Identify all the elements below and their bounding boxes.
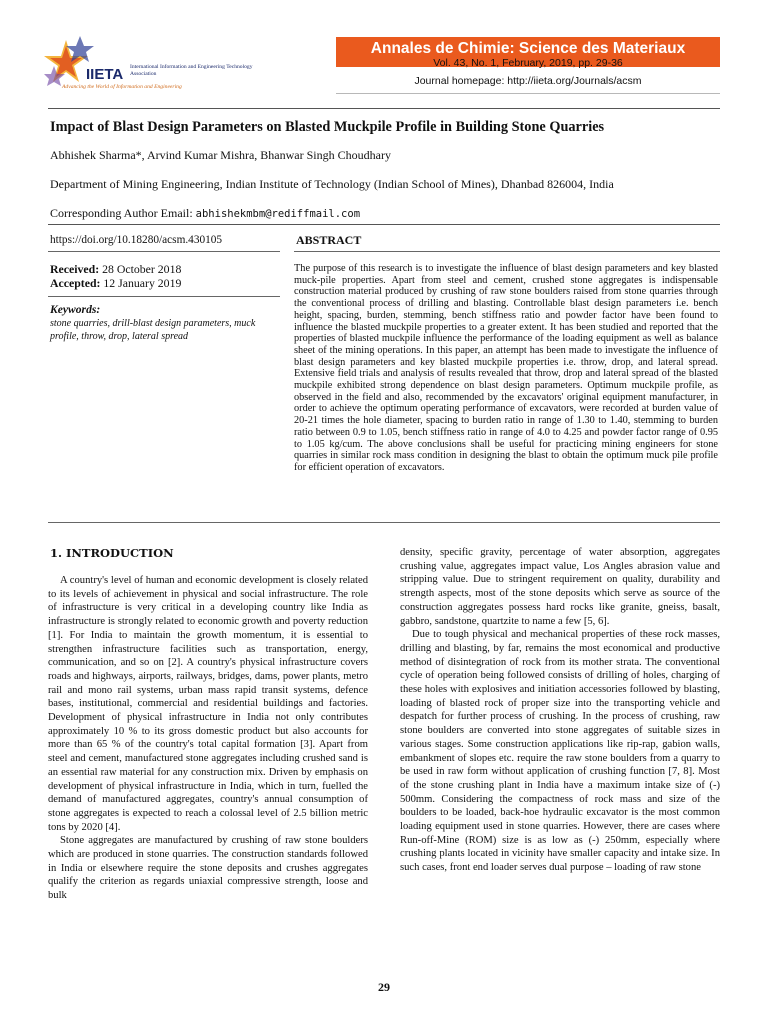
divider [294, 251, 720, 252]
received-value: 28 October 2018 [102, 262, 182, 276]
doi-link[interactable]: https://doi.org/10.18280/acsm.430105 [50, 234, 223, 246]
divider [48, 108, 720, 109]
paragraph: density, specific gravity, percentage of water absorption, aggregates crushing value, aggregates impact value, Los Angles abrasion value and stripping value. Due to stringent requirement on quality, durability and strength aspects, most of the stone deposits which serve as source of the construction aggregates possess hard rocks like granite, gneiss, basalt, gabbro, sandstone, quartzite to name a few [5, 6]. [400, 547, 720, 627]
accepted-date [50, 276, 181, 291]
body-column-left [48, 574, 368, 903]
logo-brand: IIETA [86, 66, 124, 83]
journal-homepage-link[interactable]: Journal homepage: http://iieta.org/Journals/acsm [414, 75, 642, 87]
paragraph: A country's level of human and economic development is closely related to its levels of achievement in physical and social infrastructure. The role of infrastructure is very critical in a developing country like India as infrastructure is strongly related to economic growth and poverty reduction [1]. For India to maintain the growth momentum, it is essential to strengthen infrastructure facilities such as transportation, energy, communication, and so on [2]. A country's physical infrastructure covers roads and highways, airports, railways, bridges, dams, power plants, metro rail and mono rail systems, urban mass rapid transit systems, defence bases, institutional, commercial and residential buildings and factories. Development of physical infrastructure in India not only contributes approximately 10 % to its gross domestic product but also accounts for more than 65 % of the country's total capital formation [3]. Apart from steel and cement, manufactured stone aggregates including crushed sand is an essential raw material for any construction mix. Driven by emphasis on development of physical infrastructure in India, which in turn, fuelled the demand of manufactured aggregates, country's annual consumption of stone aggregates is expected to reach a colossal level of 2.5 billion metric tons by 2020 [4]. [48, 575, 368, 833]
corresponding-email-link[interactable]: abhishekmbm@rediffmail.com [195, 208, 361, 220]
accepted-label: Accepted: [50, 276, 101, 290]
paragraph: Due to tough physical and mechanical properties of these rock masses, drilling and blasting, by far, remains the most economical and productive method of disintegration of rock from its mother strata. The conventional cycle of operation being followed consists of drilling of holes, charging of these holes with explosives and initiation accessories followed by blasting, loading of blasted rock of proper size into the transporting vehicle and despatch for further process of crushing. In the process of crushing, raw stone boulders are converted into stone aggregates of suitable sizes in various stages. Some construction applications like rip-rap, gabion walls, embankment of slopes etc. require the raw stone boulders from a quarry to be used in raw form without application of crushing function [7, 8]. Most of the stone crushing plant in India have a maximum intake size of (-) 500mm. Considering the compactness of rock mass and size of the boulders to be loaded, back-hoe hydraulic excavator is the most common loading equipment used in stone quarries. However, there are cases where Run-off-Mine (ROM) size is as low as (-) 250mm, especially where crushing plants located in vicinity have smaller capacity and intake size. In such cases, front end loader serves dual purpose – loading of raw stone [400, 629, 720, 874]
journal-volume: Vol. 43, No. 1, February, 2019, pp. 29-36 [433, 57, 623, 69]
divider [48, 522, 720, 523]
paper-title: Impact of Blast Design Parameters on Blasted Muckpile Profile in Building Stone Quarries [50, 119, 605, 135]
divider [48, 296, 280, 297]
received-date [50, 262, 181, 277]
corresponding-label: Corresponding Author Email: [50, 206, 193, 220]
abstract-heading: ABSTRACT [296, 233, 362, 247]
received-label: Received: [50, 262, 100, 276]
divider [48, 251, 280, 252]
affiliation: Department of Mining Engineering, Indian Institute of Technology (Indian School of Mines), Dhanbad 826004, India [50, 177, 614, 191]
corresponding-author [50, 206, 360, 221]
abstract-text: The purpose of this research is to investigate the influence of blast design parameters and key blasted muck-pile properties. Apart from steel and cement, crushed stone aggregates is indispensable construction material produced by crushing of raw stone boulders raised from stone quarries through the conventional process of drilling and blasting. Controllable blast design parameters i.e. bench height, spacing, burden, stemming, bench stiffness ratio and powder factor have been found to influence the blasted muckpile properties to a greater extent. It has been studied and reported that the properties of blasted muckpile influence the performance of the loading equipment as well as balance sheet of the mining operations. In this paper, an attempt has been made to investigate the influence of blast design parameters and key blasted muckpile properties i.e. throw, drop, and lateral spread. Extensive field trials and analysis of results revealed that throw, drop and lateral spread of the blasted muckpile exhibited strong dependence on blast design parameters. Optimum muckpile profile, as observed in the field and also, recommended by the excavators' original equipment manufacturer, in order to achieve the optimum operating performance of excavators, were recorded at burden value of 20-21 times the hole diameter, spacing to burden ratio in range of 1.30 to 1.40, stemming to burden ratio between 0.9 to 1.05, bench stiffness ratio in range of 4.0 to 4.25 and powder factor range of 0.95 to 1.05 kg/cum. The above conclusions shall be useful for practicing mining engineers for stone quarries in similar rock mass condition in designing the blast to obtain the optimum muck pile profile for efficient operation of excavators. [294, 263, 718, 473]
journal-title: Annales de Chimie: Science des Materiaux [370, 40, 686, 57]
authors: Abhishek Sharma*, Arvind Kumar Mishra, Bhanwar Singh Choudhary [50, 148, 391, 162]
divider [48, 224, 720, 225]
logo-org-name: International Information and Engineering Technology Association [130, 64, 253, 77]
keywords-label: Keywords: [50, 303, 101, 316]
page-number: 29 [378, 980, 390, 994]
divider [336, 93, 720, 94]
paragraph: Stone aggregates are manufactured by crushing of raw stone boulders which are produced in stone quarries. The construction standards followed in India or elsewhere require the stone deposits and crushes aggregates qualify the criterion as regards uniaxial compressive strength, loose and bulk [48, 835, 368, 902]
logo-tagline: Advancing the World of Information and Engineering [62, 84, 182, 90]
accepted-value: 12 January 2019 [103, 276, 182, 290]
body-column-right [400, 546, 720, 875]
section-heading: 1. INTRODUCTION [50, 546, 174, 560]
keywords-text: stone quarries, drill-blast design parameters, muck profile, throw, drop, lateral spread [50, 318, 256, 342]
